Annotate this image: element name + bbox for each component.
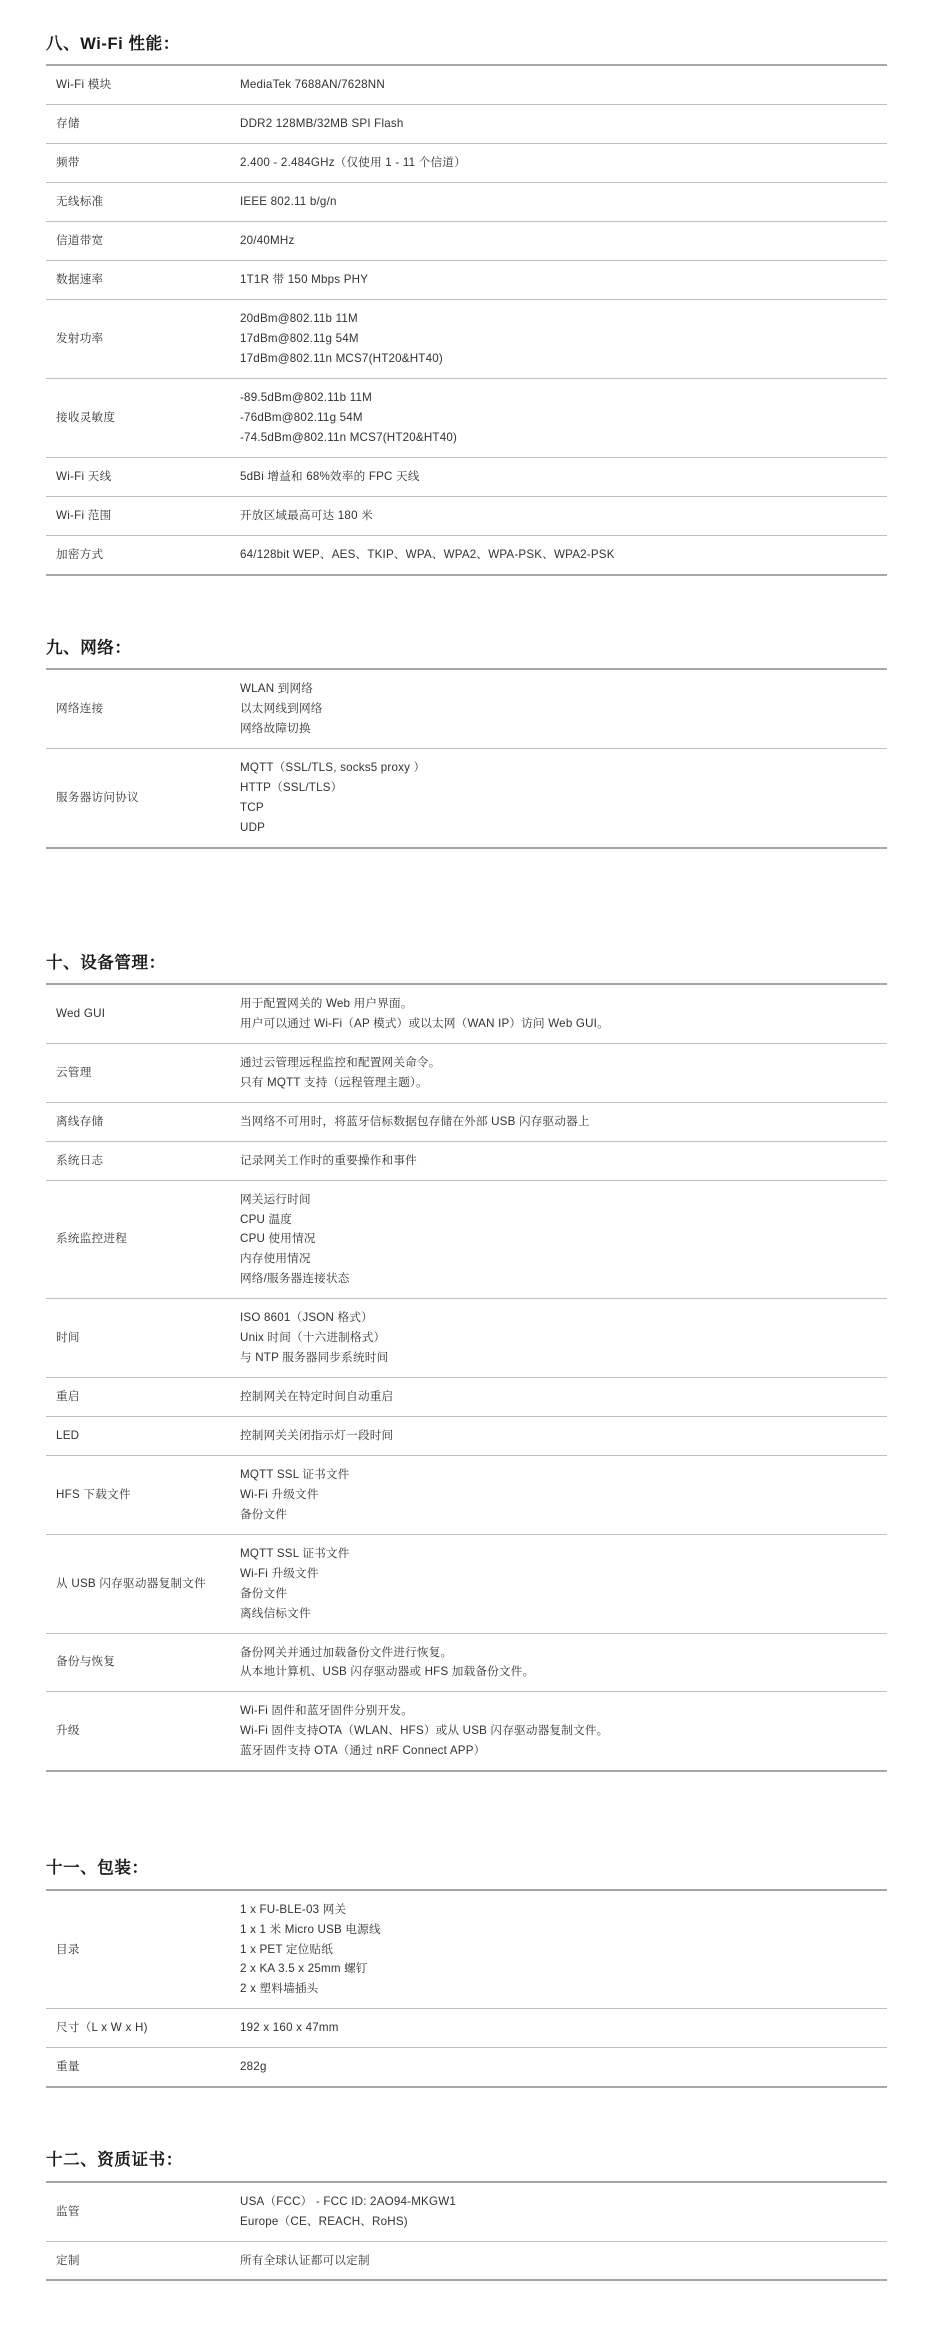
section-wifi-performance xyxy=(0,34,935,576)
table-row xyxy=(46,1633,887,1692)
section-title-wifi-performance: 八、Wi-Fi 性能： xyxy=(46,35,180,53)
spec-value xyxy=(236,222,887,261)
table-row xyxy=(46,300,887,379)
spec-value xyxy=(236,1534,887,1633)
spec-key: HFS 下载文件 xyxy=(56,1487,131,1501)
table-row xyxy=(46,2048,887,2087)
spec-value-line: Wi-Fi 升级文件 xyxy=(240,1566,319,1580)
spec-value xyxy=(236,261,887,300)
spec-value-line: MQTT（SSL/TLS, socks5 proxy ） xyxy=(240,760,426,774)
spec-value-line: 282g xyxy=(240,2060,267,2074)
spec-key: 从 USB 闪存驱动器复制文件 xyxy=(56,1576,206,1590)
spec-value-line: CPU 使用情况 xyxy=(240,1232,316,1246)
spec-value-line: 离线信标文件 xyxy=(240,1606,311,1620)
spec-value xyxy=(236,2182,887,2241)
spec-value-line: Europe（CE、REACH、RoHS) xyxy=(240,2214,408,2228)
table-row xyxy=(46,1417,887,1456)
spec-key: 目录 xyxy=(56,1942,80,1956)
spec-value-line: 20/40MHz xyxy=(240,234,295,248)
spec-value-line: 1 x FU-BLE-03 网关 xyxy=(240,1902,347,1916)
table-row xyxy=(46,2009,887,2048)
spec-key: 云管理 xyxy=(56,1065,92,1079)
spec-value-line: 1T1R 带 150 Mbps PHY xyxy=(240,273,369,287)
spec-value-line: Unix 时间（十六进制格式） xyxy=(240,1331,386,1345)
spec-value-line: Wi-Fi 固件支持OTA（WLAN、HFS）或从 USB 闪存驱动器复制文件。 xyxy=(240,1724,609,1738)
spec-value-line: 记录网关工作时的重要操作和事件 xyxy=(240,1153,417,1167)
spec-value xyxy=(236,1180,887,1299)
spec-value-line: 控制网关在特定时间自动重启 xyxy=(240,1390,394,1404)
spec-value-line: 通过云管理远程监控和配置网关命令。 xyxy=(240,1055,441,1069)
spec-value xyxy=(236,1455,887,1534)
spec-value-line: 网关运行时间 xyxy=(240,1192,311,1206)
spec-value-line: 蓝牙固件支持 OTA（通过 nRF Connect APP） xyxy=(240,1744,486,1758)
spec-value xyxy=(236,2009,887,2048)
spec-key: 监管 xyxy=(56,2204,80,2218)
table-row xyxy=(46,535,887,574)
spec-key: 网络连接 xyxy=(56,701,104,715)
spec-value xyxy=(236,535,887,574)
table-row xyxy=(46,984,887,1043)
spec-value xyxy=(236,1633,887,1692)
table-row xyxy=(46,261,887,300)
spec-value-line: 5dBi 增益和 68%效率的 FPC 天线 xyxy=(240,469,420,483)
spec-value-line: 网络故障切换 xyxy=(240,721,311,735)
spec-value-line: MediaTek 7688AN/7628NN xyxy=(240,78,385,92)
spec-value xyxy=(236,1043,887,1102)
spec-key: 信道带宽 xyxy=(56,234,104,248)
spec-key: 无线标准 xyxy=(56,195,104,209)
spec-value xyxy=(236,300,887,379)
spec-value xyxy=(236,1378,887,1417)
spec-key: 数据速率 xyxy=(56,273,104,287)
spec-value-line: -89.5dBm@802.11b 11M xyxy=(240,390,372,404)
section-certification xyxy=(0,2150,935,2281)
table-row xyxy=(46,2241,887,2280)
spec-value-line: 备份网关并通过加载备份文件进行恢复。 xyxy=(240,1645,453,1659)
spec-key: Wi-Fi 范围 xyxy=(56,508,112,522)
section-title-packaging: 十一、包装： xyxy=(46,1859,149,1878)
spec-value-line: 17dBm@802.11n MCS7(HT20&HT40) xyxy=(240,351,443,365)
spec-value-line: TCP xyxy=(240,800,264,814)
table-row xyxy=(46,2182,887,2241)
table-row xyxy=(46,144,887,183)
spec-table-network xyxy=(46,668,887,849)
table-row xyxy=(46,1378,887,1417)
spec-value-line: -74.5dBm@802.11n MCS7(HT20&HT40) xyxy=(240,430,458,444)
spec-value-line: MQTT SSL 证书文件 xyxy=(240,1467,350,1481)
section-title-certification: 十二、资质证书： xyxy=(46,2151,183,2170)
spec-value xyxy=(236,1102,887,1141)
spec-value-line: 1 x 1 米 Micro USB 电源线 xyxy=(240,1922,381,1936)
spec-value-line: 2 x KA 3.5 x 25mm 螺钉 xyxy=(240,1962,368,1976)
spec-value xyxy=(236,65,887,104)
spec-value-line: 控制网关关闭指示灯一段时间 xyxy=(240,1429,394,1442)
section-network xyxy=(0,638,935,849)
spec-table-wifi-performance xyxy=(46,64,887,575)
spec-value xyxy=(236,378,887,457)
spec-key: 时间 xyxy=(56,1331,80,1345)
spec-value xyxy=(236,496,887,535)
spec-value-line: 64/128bit WEP、AES、TKIP、WPA、WPA2、WPA-PSK、WPA2-PSK xyxy=(240,547,615,561)
spec-value-line: Wi-Fi 固件和蓝牙固件分别开发。 xyxy=(240,1704,413,1718)
spec-key: Wed GUI xyxy=(56,1006,106,1020)
spacer-before-packaging xyxy=(0,1772,935,1858)
spacer-before-device-management xyxy=(0,849,935,953)
table-row xyxy=(46,378,887,457)
spec-key: 升级 xyxy=(56,1724,80,1738)
spec-value xyxy=(236,1417,887,1456)
spec-key: LED xyxy=(56,1429,80,1442)
spec-value-line: ISO 8601（JSON 格式） xyxy=(240,1311,373,1325)
table-row xyxy=(46,457,887,496)
spec-value-line: 192 x 160 x 47mm xyxy=(240,2021,339,2035)
spec-value-line: 20dBm@802.11b 11M xyxy=(240,312,358,326)
spec-value-line: 用于配置网关的 Web 用户界面。 xyxy=(240,996,413,1010)
spec-key: 加密方式 xyxy=(56,547,104,561)
spec-value-line: 2.400 - 2.484GHz（仅使用 1 - 11 个信道） xyxy=(240,156,466,170)
spec-value-line: WLAN 到网络 xyxy=(240,681,314,695)
spec-value xyxy=(236,105,887,144)
spec-key: 重启 xyxy=(56,1390,80,1404)
spec-key: 离线存储 xyxy=(56,1114,104,1128)
table-row xyxy=(46,105,887,144)
spec-value-line: 与 NTP 服务器同步系统时间 xyxy=(240,1351,389,1365)
table-row xyxy=(46,669,887,748)
spec-value-line: 1 x PET 定位贴纸 xyxy=(240,1942,334,1956)
spec-value-line: 以太网线到网络 xyxy=(240,701,323,715)
spec-value-line: 用户可以通过 Wi-Fi（AP 模式）或以太网（WAN IP）访问 Web GUI。 xyxy=(240,1016,609,1030)
table-row xyxy=(46,748,887,847)
table-row xyxy=(46,65,887,104)
spec-value-line: Wi-Fi 升级文件 xyxy=(240,1487,319,1501)
spec-value-line: 17dBm@802.11g 54M xyxy=(240,332,359,345)
spec-value-line: MQTT SSL 证书文件 xyxy=(240,1546,350,1560)
spec-table-certification xyxy=(46,2181,887,2282)
table-row xyxy=(46,1534,887,1633)
spec-key: Wi-Fi 模块 xyxy=(56,78,112,92)
spec-value-line: 从本地计算机、USB 闪存驱动器或 HFS 加载备份文件。 xyxy=(240,1665,535,1679)
spec-value-line: USA（FCC） - FCC ID: 2AO94-MKGW1 xyxy=(240,2194,456,2208)
spec-value-line: UDP xyxy=(240,820,266,834)
spec-key: 重量 xyxy=(56,2060,80,2074)
table-row xyxy=(46,496,887,535)
spec-key: 系统日志 xyxy=(56,1153,104,1167)
spec-key: 接收灵敏度 xyxy=(56,410,116,424)
table-row xyxy=(46,222,887,261)
spec-value xyxy=(236,457,887,496)
spec-value xyxy=(236,1141,887,1180)
spec-key: 存储 xyxy=(56,117,80,131)
spec-value xyxy=(236,1890,887,2009)
table-row xyxy=(46,1299,887,1378)
spec-value xyxy=(236,984,887,1043)
spec-value-line: CPU 温度 xyxy=(240,1212,293,1226)
section-title-network: 九、网络： xyxy=(46,638,132,657)
spec-value xyxy=(236,1692,887,1771)
spacer-before-network xyxy=(0,576,935,638)
table-row xyxy=(46,1141,887,1180)
table-row xyxy=(46,1043,887,1102)
spec-value-line: 当网络不可用时，将蓝牙信标数据包存储在外部 USB 闪存驱动器上 xyxy=(240,1114,590,1128)
spec-value-line: DDR2 128MB/32MB SPI Flash xyxy=(240,117,404,131)
spec-key: 尺寸（L x W x H) xyxy=(56,2021,148,2035)
spec-key: Wi-Fi 天线 xyxy=(56,469,112,483)
spec-value-line: 只有 MQTT 支持（远程管理主题）。 xyxy=(240,1075,428,1089)
table-row xyxy=(46,1102,887,1141)
spec-value xyxy=(236,183,887,222)
spec-value-line: 开放区域最高可达 180 米 xyxy=(240,508,373,522)
spec-value xyxy=(236,748,887,847)
spec-value-line: HTTP（SSL/TLS） xyxy=(240,780,343,794)
spec-value xyxy=(236,144,887,183)
spec-key: 频带 xyxy=(56,156,80,170)
table-row xyxy=(46,1455,887,1534)
spec-value-line: 网络/服务器连接状态 xyxy=(240,1272,350,1286)
spec-key: 服务器访问协议 xyxy=(56,790,139,804)
spec-value xyxy=(236,2048,887,2087)
section-title-device-management: 十、设备管理： xyxy=(46,953,166,972)
spec-value xyxy=(236,2241,887,2280)
spec-table-device-management xyxy=(46,983,887,1772)
spec-key: 备份与恢复 xyxy=(56,1655,116,1669)
spec-key: 发射功率 xyxy=(56,332,104,345)
table-row xyxy=(46,1890,887,2009)
table-row xyxy=(46,1692,887,1771)
section-packaging xyxy=(0,1858,935,2088)
spec-value xyxy=(236,1299,887,1378)
top-spacer xyxy=(0,0,935,34)
spec-value-line: IEEE 802.11 b/g/n xyxy=(240,195,337,209)
table-row xyxy=(46,1180,887,1299)
spec-value-line: -76dBm@802.11g 54M xyxy=(240,410,363,424)
spec-key: 定制 xyxy=(56,2253,80,2267)
section-device-management xyxy=(0,953,935,1773)
table-row xyxy=(46,183,887,222)
spec-value-line: 内存使用情况 xyxy=(240,1252,311,1266)
spec-table-packaging xyxy=(46,1889,887,2089)
spec-value-line: 备份文件 xyxy=(240,1586,288,1600)
spec-value-line: 2 x 塑料墙插头 xyxy=(240,1982,319,1996)
spec-key: 系统监控进程 xyxy=(56,1232,128,1246)
spec-value-line: 备份文件 xyxy=(240,1507,288,1521)
spec-value-line: 所有全球认证都可以定制 xyxy=(240,2253,370,2267)
spec-value xyxy=(236,669,887,748)
spacer-before-certification xyxy=(0,2088,935,2150)
